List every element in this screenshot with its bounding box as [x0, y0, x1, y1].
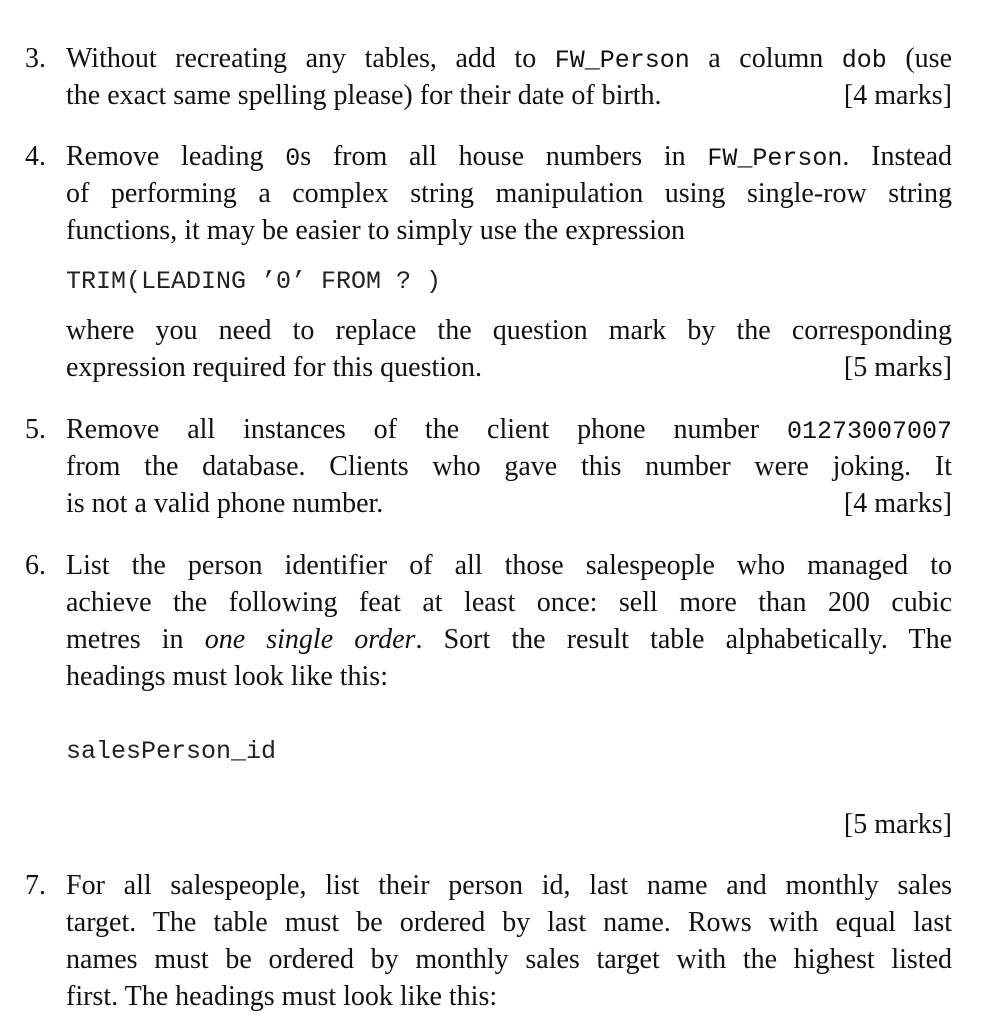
q3-code-fw-person: FW_Person [554, 46, 690, 75]
question-6-heading-sample: salesPerson_id [66, 737, 277, 766]
question-5-line-2: from the database. Clients who gave this number were joking. It [66, 451, 952, 482]
q6-text-emphasis: one single order [204, 624, 416, 655]
q3-code-dob: dob [841, 46, 887, 75]
question-6-line-4: headings must look like this: [66, 661, 388, 692]
q3-marks: [4 marks] [843, 80, 952, 111]
question-4-line-5 [66, 349, 952, 386]
question-4-line-3: functions, it may be easier to simply use the expression [66, 215, 685, 246]
question-5-number: 5. [25, 414, 46, 445]
question-3-line-1 [66, 40, 952, 79]
question-4-line-1 [66, 138, 952, 177]
q3-text-b: a column [689, 43, 842, 74]
q3-text-a: Without recreating any tables, add to [66, 43, 555, 74]
question-5-line-3 [66, 485, 952, 522]
q3-line-2-text: the exact same spelling please) for their date of birth. [66, 80, 662, 111]
q4-line-5-text: expression required for this question. [66, 352, 483, 383]
q5-text-a: Remove all instances of the client phone number [66, 414, 787, 445]
question-6-marks: [5 marks] [843, 809, 952, 840]
question-4-code-expression: TRIM(LEADING ’0’ FROM ? ) [66, 267, 442, 296]
question-7-line-2: target. The table must be ordered by last name. Rows with equal last [66, 907, 952, 938]
q5-marks: [4 marks] [843, 488, 952, 519]
question-5-line-1 [66, 411, 952, 450]
q5-line-3-text: is not a valid phone number. [66, 488, 384, 519]
q4-text-b: s from all house numbers in [300, 141, 708, 172]
question-3-line-2 [66, 77, 952, 114]
q3-text-c: (use [886, 43, 952, 74]
question-3-number: 3. [25, 43, 46, 74]
question-6-line-2: achieve the following feat at least once: sell more than 200 cubic [66, 587, 952, 618]
q4-code-fw-person: FW_Person [707, 144, 843, 173]
question-7-line-1: For all salespeople, list their person id, last name and monthly sales [66, 870, 952, 901]
q4-marks: [5 marks] [843, 352, 952, 383]
question-7-line-4: first. The headings must look like this: [66, 981, 498, 1012]
question-4-line-4: where you need to replace the question mark by the corresponding [66, 315, 952, 346]
question-4-line-2: of performing a complex string manipulation using single-row string [66, 178, 952, 209]
question-6-line-1: List the person identifier of all those salespeople who managed to [66, 550, 952, 581]
question-7-number: 7. [25, 870, 46, 901]
q5-code-phone: 01273007007 [786, 417, 952, 446]
q4-code-zero: 0 [285, 144, 301, 173]
question-7-line-3: names must be ordered by monthly sales target with the highest listed [66, 944, 952, 975]
q6-text-b: . Sort the result table alphabetically. The [415, 624, 952, 655]
q4-text-c: . Instead [842, 141, 953, 172]
q4-text-a: Remove leading [66, 141, 286, 172]
question-4-number: 4. [25, 141, 46, 172]
q6-text-a: metres in [66, 624, 205, 655]
question-6-number: 6. [25, 550, 46, 581]
question-6-line-3 [66, 621, 952, 658]
